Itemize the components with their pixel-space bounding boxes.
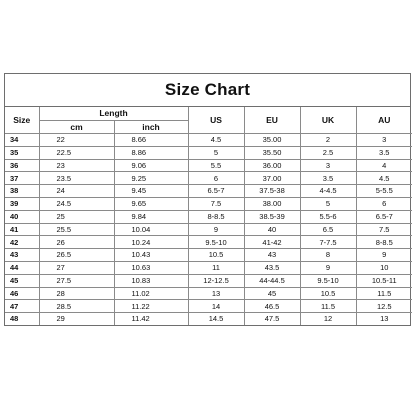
cell-inch: 10.63 [114,261,188,274]
cell-cm: 23 [39,159,114,172]
cell-us: 5.5 [188,159,244,172]
cell-eu: 40 [244,223,300,236]
cell-cm: 26.5 [39,249,114,262]
cell-cm: 28 [39,287,114,300]
title-row [5,74,410,107]
cell-us: 5 [188,146,244,159]
cell-us: 6 [188,172,244,185]
cell-cm: 28.5 [39,300,114,313]
cell-au: 4 [356,159,412,172]
cell-us: 9 [188,223,244,236]
cell-size: 41 [5,223,39,236]
table-row [5,300,412,313]
cell-uk: 4-4.5 [300,185,356,198]
cell-uk: 3.5 [300,172,356,185]
cell-eu: 37.00 [244,172,300,185]
header-length: Length [39,107,188,121]
cell-cm: 24.5 [39,197,114,210]
cell-eu: 36.00 [244,159,300,172]
cell-inch: 10.04 [114,223,188,236]
cell-au: 5-5.5 [356,185,412,198]
cell-inch: 10.24 [114,236,188,249]
cell-us: 12-12.5 [188,274,244,287]
header-inch: inch [114,121,188,134]
cell-au: 11.5 [356,287,412,300]
size-chart [4,73,411,326]
cell-cm: 22 [39,134,114,147]
cell-uk: 8 [300,249,356,262]
cell-eu: 38.00 [244,197,300,210]
header-uk: UK [300,107,356,134]
header-eu: EU [244,107,300,134]
cell-au: 10 [356,261,412,274]
cell-au: 13 [356,313,412,325]
cell-cm: 27 [39,261,114,274]
table-row [5,274,412,287]
table-row [5,134,412,147]
cell-inch: 11.22 [114,300,188,313]
cell-inch: 11.02 [114,287,188,300]
cell-inch: 11.42 [114,313,188,325]
header-au: AU [356,107,412,134]
cell-eu: 35.50 [244,146,300,159]
cell-size: 46 [5,287,39,300]
table-row [5,146,412,159]
cell-inch: 10.43 [114,249,188,262]
cell-us: 11 [188,261,244,274]
cell-inch: 9.06 [114,159,188,172]
cell-us: 10.5 [188,249,244,262]
cell-cm: 23.5 [39,172,114,185]
cell-size: 37 [5,172,39,185]
cell-au: 10.5-11 [356,274,412,287]
cell-uk: 9 [300,261,356,274]
cell-uk: 10.5 [300,287,356,300]
cell-au: 12.5 [356,300,412,313]
cell-eu: 37.5-38 [244,185,300,198]
cell-eu: 43 [244,249,300,262]
cell-au: 4.5 [356,172,412,185]
table-row [5,261,412,274]
cell-size: 34 [5,134,39,147]
cell-size: 36 [5,159,39,172]
cell-uk: 5 [300,197,356,210]
cell-size: 48 [5,313,39,325]
cell-cm: 24 [39,185,114,198]
table-row [5,287,412,300]
cell-uk: 11.5 [300,300,356,313]
cell-uk: 2 [300,134,356,147]
table-row [5,236,412,249]
cell-eu: 45 [244,287,300,300]
cell-cm: 22.5 [39,146,114,159]
table-row [5,159,412,172]
cell-us: 6.5-7 [188,185,244,198]
cell-eu: 41-42 [244,236,300,249]
cell-eu: 47.5 [244,313,300,325]
cell-size: 39 [5,197,39,210]
cell-us: 14 [188,300,244,313]
cell-uk: 7-7.5 [300,236,356,249]
cell-us: 7.5 [188,197,244,210]
cell-cm: 25 [39,210,114,223]
cell-inch: 9.45 [114,185,188,198]
header-size: Size [5,107,39,134]
cell-uk: 3 [300,159,356,172]
cell-size: 43 [5,249,39,262]
cell-eu: 46.5 [244,300,300,313]
cell-inch: 9.25 [114,172,188,185]
cell-uk: 2.5 [300,146,356,159]
cell-eu: 38.5-39 [244,210,300,223]
cell-cm: 25.5 [39,223,114,236]
cell-size: 40 [5,210,39,223]
header-cm: cm [39,121,114,134]
cell-inch: 10.83 [114,274,188,287]
table-row [5,172,412,185]
cell-us: 4.5 [188,134,244,147]
cell-inch: 9.84 [114,210,188,223]
cell-au: 6 [356,197,412,210]
table-row [5,249,412,262]
table-row [5,210,412,223]
cell-us: 9.5-10 [188,236,244,249]
cell-eu: 35.00 [244,134,300,147]
cell-cm: 26 [39,236,114,249]
cell-au: 8-8.5 [356,236,412,249]
cell-size: 47 [5,300,39,313]
cell-uk: 6.5 [300,223,356,236]
table-row [5,185,412,198]
cell-size: 44 [5,261,39,274]
cell-eu: 44-44.5 [244,274,300,287]
cell-au: 7.5 [356,223,412,236]
cell-us: 13 [188,287,244,300]
cell-au: 6.5-7 [356,210,412,223]
cell-size: 38 [5,185,39,198]
cell-uk: 9.5-10 [300,274,356,287]
table-row [5,223,412,236]
cell-inch: 9.65 [114,197,188,210]
table-row [5,197,412,210]
cell-au: 9 [356,249,412,262]
cell-cm: 27.5 [39,274,114,287]
cell-uk: 5.5-6 [300,210,356,223]
cell-cm: 29 [39,313,114,325]
cell-eu: 43.5 [244,261,300,274]
cell-size: 45 [5,274,39,287]
table-row [5,313,412,325]
cell-au: 3 [356,134,412,147]
cell-us: 8-8.5 [188,210,244,223]
chart-title: Size Chart [164,80,251,99]
cell-us: 14.5 [188,313,244,325]
cell-inch: 8.66 [114,134,188,147]
size-table [5,107,412,325]
cell-au: 3.5 [356,146,412,159]
cell-size: 42 [5,236,39,249]
header-us: US [188,107,244,134]
cell-inch: 8.86 [114,146,188,159]
cell-uk: 12 [300,313,356,325]
cell-size: 35 [5,146,39,159]
